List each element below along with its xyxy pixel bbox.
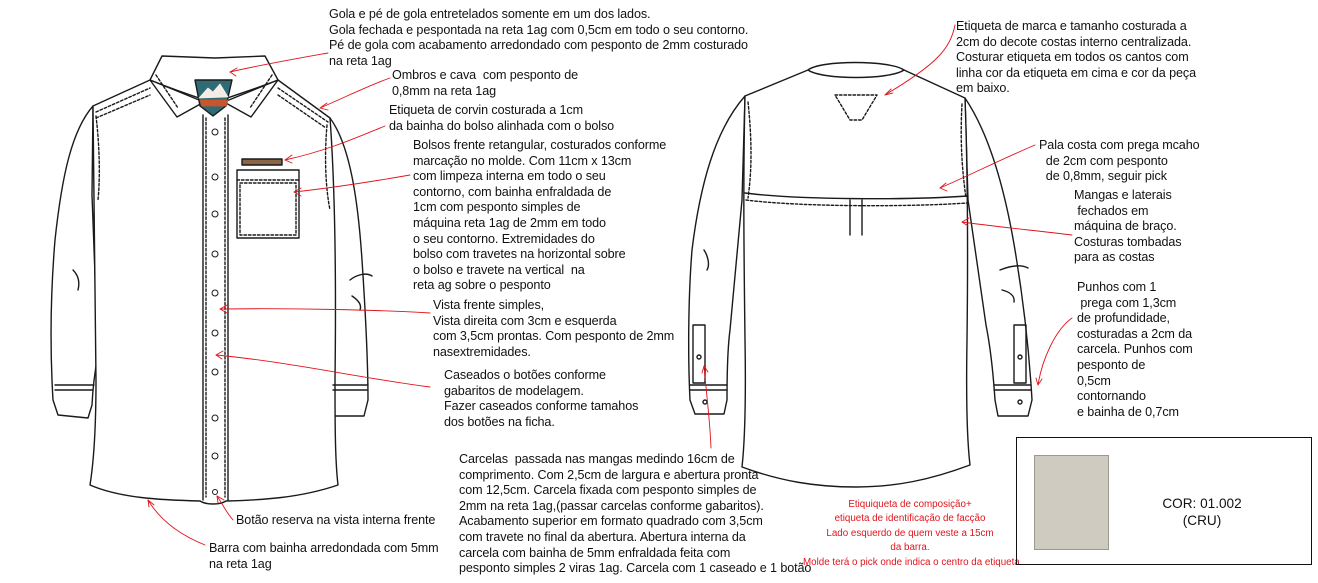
- color-swatch: [1034, 455, 1109, 550]
- collar-note: Gola e pé de gola entretelados somente em um dos lados. Gola fechada e pespontada na reta 1ag com 0,5cm em todo o seu contorno. Pé de gola com acabamento arredondado com pesponto de 2mm costurado na reta 1ag: [329, 7, 749, 68]
- cuffs-note: Punhos com 1 prega com 1,3cm de profundidade, costuradas a 2cm da carcela. Punhos com pesponto de 0,5cm contornando e bainha de 0,7cm: [1077, 280, 1193, 419]
- front-shirt-drawing: [51, 56, 372, 504]
- composition-label-note: Etiquiqueta de composição+ etiqueta de identificação de facção Lado esquerdo de quem veste a 15cm da barra. Molde terá o pick onde indica o centro da etiqueta: [803, 499, 1020, 568]
- color-label: [1140, 495, 1264, 529]
- corvin-label-note: Etiqueta de corvin costurada a 1cm da bainha do bolso alinhada com o bolso: [389, 103, 615, 133]
- color-name: (CRU): [1182, 513, 1222, 528]
- brand-label-note: Etiqueta de marca e tamanho costurada a 2cm do decote costas interno centralizada. Costurar etiqueta em todos os cantos com linha cor da etiqueta em cima e cor da peça em baixo.: [956, 19, 1197, 96]
- shoulders-note: Ombros e cava com pesponto de 0,8mm na reta 1ag: [392, 68, 579, 98]
- placket-note: Vista frente simples, Vista direita com 3cm e esquerda com 3,5cm prontas. Com pesponto de 2mm nasextremidades.: [433, 298, 675, 359]
- hem-note: Barra com bainha arredondada com 5mm na reta 1ag: [209, 541, 439, 571]
- back-shirt-drawing: [689, 63, 1032, 488]
- pocket-note: Bolsos frente retangular, costurados conforme marcação no molde. Com 11cm x 13cm com limpeza interna em todo o seu contorno, com bainha enfraldada de 1cm com pesponto simples de máquina reta 1ag de 2mm em todo o seu contorno. Extremidades do bolso com travetes na horizontal sobre o bolso e travete na vertical na reta ag sobre o pesponto: [413, 138, 667, 293]
- back-yoke-note: Pala costa com prega mcaho de 2cm com pesponto de 0,8mm, seguir pick: [1039, 138, 1200, 184]
- sleeves-sides-note: Mangas e laterais fechados em máquina de braço. Costuras tombadas para as costas: [1074, 188, 1182, 265]
- spare-button-note: Botão reserva na vista interna frente: [236, 513, 436, 527]
- color-code: COR: 01.002: [1162, 496, 1242, 511]
- sleeve-placket-note: Carcelas passada nas mangas medindo 16cm de comprimento. Com 2,5cm de largura e abertura pronta com 12,5cm. Carcela fixada com pesponto simples de 2mm na reta 1ag,(passar carcelas conforme gabaritos). Acabamento superior em formato quadrado com 3,5cm com travete no final da abertura. Abertura interna da carcela com bainha de 5mm enfraldada feita com pesponto simples 2 viras 1ag. Carcela com 1 caseado e 1 botão: [459, 452, 812, 576]
- buttonholes-note: Caseados o botões conforme gabaritos de modelagem. Fazer caseados conforme tamahos dos botões na ficha.: [444, 368, 639, 429]
